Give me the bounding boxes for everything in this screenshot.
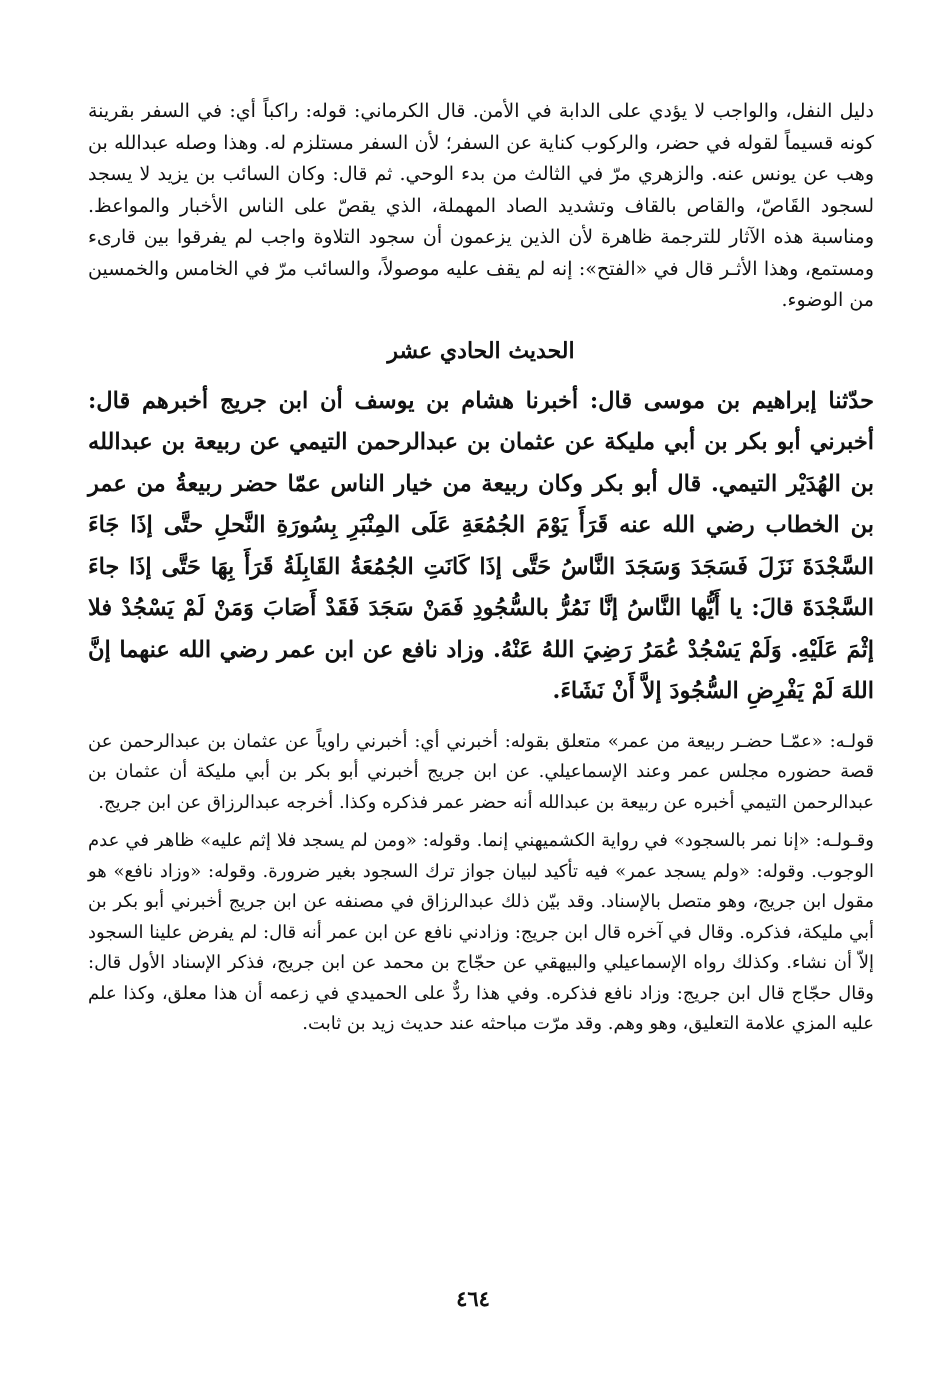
page-number: ٤٦٤ — [456, 1286, 490, 1311]
intro-paragraph: دليل النفل، والواجب لا يؤدي على الدابة في الأمن. قال الكرماني: قوله: راكباً أي: في السفر بقرينة كونه قسيماً لقوله في حضر، والركوب كناية عن السفر؛ لأن السفر مستلزم له. وهذا وصله عبدالله بن وهب عن يونس عنه. والزهري مرّ في الثالث من بدء الوحي. ثم قال: وكان السائب بن يزيد لا يسجد لسجود القَاصّ، والقاص بالقاف وتشديد الصاد المهملة، الذي يقصّ على الناس الأخبار والمواعظ. ومناسبة هذه الآثار للترجمة ظاهرة لأن الذين يزعمون أن سجود التلاوة واجب لم يفرقوا بين قارىء ومستمع، وهذا الأثـر قال في «الفتح»: إنه لم يقف عليه موصولاً، والسائب مرّ في الخامس والخمسين من الوضوء. — [88, 100, 874, 311]
hadith-text: حدّثنا إبراهيم بن موسى قال: أخبرنا هشام بن يوسف أن ابن جريج أخبرهم قال: أخبرني أبو بكر بن أبي مليكة عن عثمان بن عبدالرحمن التيمي عن ربيعة بن عبدالله بن الهُدَيْر التيمي. قال أبو بكر وكان ربيعة من خيار الناس عمّا حضر ربيعةُ من عمر بن الخطاب رضي الله عنه قَرَأَ يَوْمَ الجُمُعَةِ عَلَى المِنْبَرِ بِسُورَةِ النَّحلِ حتَّى إذَا جَاءَ السَّجْدَةَ نَزَلَ فَسَجَدَ وَسَجَدَ النَّاسُ حَتَّى إذَا كَانَتِ الجُمُعَةُ القَابِلَةُ قَرَأَ بِهَا حَتَّى إذَا جاءَ السَّجْدَةَ قالَ: يا أَيُّها النَّاسُ إنَّا نَمُرُّ بالسُّجُودِ فَمَنْ سَجَدَ فَقَدْ أَصَابَ وَمَنْ لَمْ يَسْجُدْ فلا إثْمَ عَلَيْهِ. وَلَمْ يَسْجُدْ عُمَرُ رَضِيَ اللهُ عَنْهُ. وزاد نافع عن ابن عمر رضي الله عنهما إنَّ اللهَ لَمْ يَفْرِضِ السُّجُودَ إلاَّ أَنْ نَشَاءَ. — [88, 387, 874, 704]
page-body — [88, 96, 874, 1040]
spacer — [88, 713, 874, 727]
commentary-paragraph-2: وقـولـه: «إنا نمر بالسجود» في رواية الكشميهني إنما. وقوله: «ومن لم يسجد فلا إثم عليه» ظاهر في عدم الوجوب. وقوله: «ولم يسجد عمر» فيه تأكيد لبيان جواز ترك السجود بغير ضرورة. وقوله: «وزاد نافع» هو مقول ابن جريج، وهو متصل بالإسناد. وقد بيّن ذلك عبدالرزاق في مصنفه عن ابن جريج أخبرني أبو بكر بن أبي مليكة، فذكره. وقال في آخره قال ابن جريج: وزادني نافع عن ابن عمر أنه قال: لم يفرض علينا السجود إلاّ أن نشاء. وكذلك رواه الإسماعيلي والبيهقي عن حجّاج بن محمد عن ابن جريج، فذكر الإسناد الأول قال: وقال حجّاج قال ابن جريج: وزاد نافع فذكره. وفي هذا ردٌّ على الحميدي في زعمه أن هذا معلق، وكذا علم عليه المزي علامة التعليق، وهو وهم. وقد مرّت مباحثه عند حديث زيد بن ثابت. — [88, 830, 874, 1034]
commentary-paragraph-1: قولـه: «عمّـا حضـر ربيعة من عمر» متعلق بقوله: أخبرني أي: أخبرني راوياً عن عثمان بن عبدالرحمن عن قصة حضوره مجلس عمر وعند الإسماعيلي. عن ابن جريج أخبرني أبو بكر بن أبي مليكة أن عثمان بن عبدالرحمن التيمي أخبره عن ربيعة بن عبدالله أنه حضر عمر فذكره وكذا. أخرجه عبدالرزاق عن ابن جريج. — [88, 730, 874, 813]
spacer — [88, 818, 874, 826]
section-heading: الحديث الحادي عشر — [387, 337, 575, 364]
